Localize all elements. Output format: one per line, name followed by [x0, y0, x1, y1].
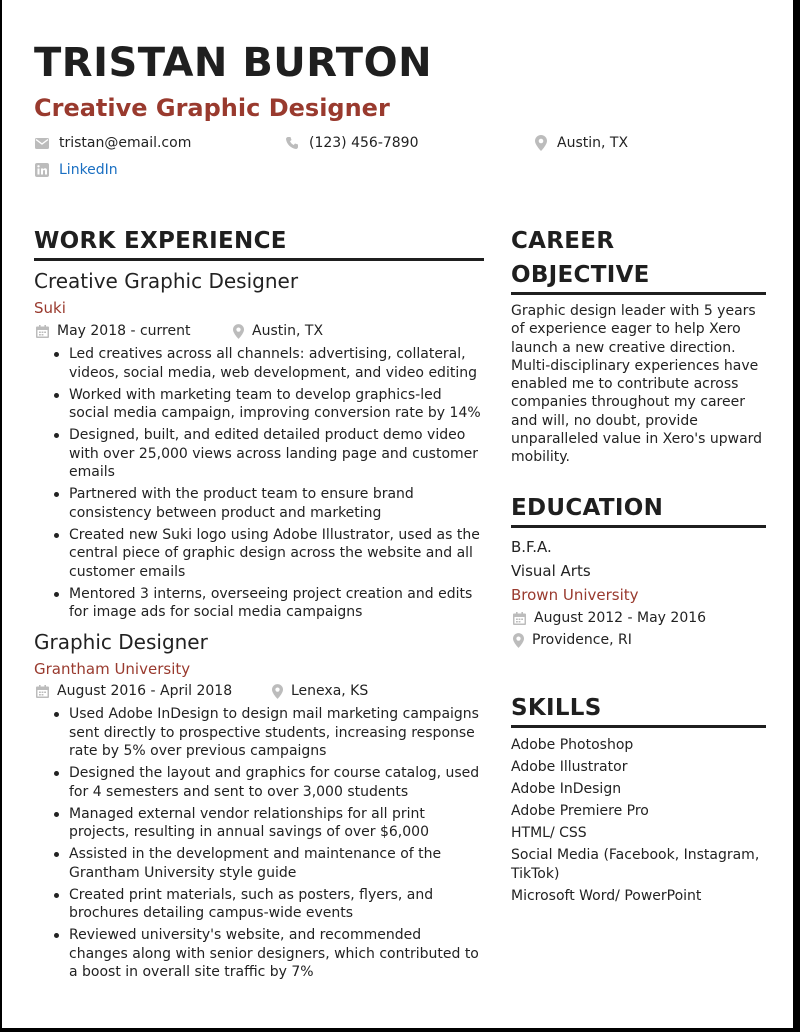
list-item: Microsoft Word/ PowerPoint — [511, 887, 702, 904]
map-pin-icon — [535, 135, 547, 151]
education-dates — [513, 608, 706, 628]
list-item: Managed external vendor relationships for all print projects, resulting in annual savings of over $6,000 — [52, 805, 484, 842]
job-2-company: Grantham University — [34, 660, 191, 678]
list-item: Used Adobe InDesign to design mail marketing campaigns sent directly to prospective students, increasing response rate by 5% over previous campaigns — [52, 705, 484, 761]
candidate-role: Creative Graphic Designer — [34, 94, 390, 122]
education-degree: B.F.A. — [511, 538, 552, 556]
job-2-dates — [36, 681, 232, 701]
career-objective-heading-line-1: CAREER — [511, 228, 615, 254]
contact-email — [35, 133, 191, 153]
list-item: Designed the layout and graphics for course catalog, used for 4 semesters and sent to over 3,000 students — [52, 764, 484, 801]
phone-icon — [285, 136, 299, 150]
job-2-location-text: Lenexa, KS — [291, 683, 369, 699]
list-item: Assisted in the development and maintenance of the Grantham University style guide — [52, 845, 484, 882]
job-1-location-text: Austin, TX — [252, 323, 324, 339]
contact-location — [535, 133, 628, 153]
list-item: Social Media (Facebook, Instagram, TikTok) — [511, 847, 760, 882]
job-2-title: Graphic Designer — [34, 630, 208, 654]
list-item: HTML/ CSS — [511, 825, 587, 842]
email-text: tristan@email.com — [59, 135, 192, 151]
list-item: Partnered with the product team to ensure brand consistency between product and marketing — [52, 485, 484, 522]
candidate-name: TRISTAN BURTON — [34, 40, 433, 86]
job-1-dates — [36, 321, 190, 341]
job-1-dates-text: May 2018 - current — [57, 323, 191, 339]
job-2-location — [272, 681, 368, 701]
work-experience-rule — [34, 258, 484, 261]
list-item: Adobe InDesign — [511, 781, 622, 798]
list-item: Reviewed university's website, and recommended changes along with senior designers, which contributed to a boost in overall site traffic by 7% — [52, 926, 484, 982]
career-objective-heading-line-2: OBJECTIVE — [511, 262, 650, 288]
calendar-icon — [513, 612, 526, 625]
education-field: Visual Arts — [511, 562, 591, 580]
job-1-title: Creative Graphic Designer — [34, 269, 299, 293]
education-school: Brown University — [511, 586, 639, 604]
map-pin-icon — [272, 684, 283, 699]
skills-heading: SKILLS — [511, 695, 602, 721]
list-item: Created new Suki logo using Adobe Illustrator, used as the central piece of graphic design across the website and all customer emails — [52, 526, 484, 582]
phone-text: (123) 456-7890 — [309, 135, 419, 151]
list-item: Created print materials, such as posters, flyers, and brochures detailing campus-wide events — [52, 886, 484, 923]
list-item: Adobe Premiere Pro — [511, 803, 649, 820]
skills-rule — [511, 725, 766, 728]
linkedin-link[interactable]: LinkedIn — [59, 162, 118, 178]
career-objective-text: Graphic design leader with 5 years of experience eager to help Xero launch a new creative direction. Multi-disciplinary experiences have enabled me to contribute across companies throughout my career and will, no doubt, provide unparalleled value in Xero's upward mobility. — [511, 303, 763, 466]
education-dates-text: August 2012 - May 2016 — [534, 610, 707, 626]
education-heading: EDUCATION — [511, 495, 664, 521]
skills-list — [511, 736, 771, 909]
contact-linkedin[interactable] — [35, 160, 118, 180]
calendar-icon — [36, 325, 49, 338]
map-pin-icon — [233, 324, 244, 339]
linkedin-icon — [35, 163, 49, 177]
job-1-company: Suki — [34, 299, 66, 317]
education-location-text: Providence, RI — [532, 632, 632, 648]
calendar-icon — [36, 685, 49, 698]
envelope-icon — [35, 138, 49, 149]
list-item: Adobe Photoshop — [511, 737, 634, 753]
contact-phone — [285, 133, 419, 153]
job-2-bullets — [52, 705, 484, 985]
education-rule — [511, 525, 766, 528]
career-objective-rule — [511, 292, 766, 295]
list-item: Worked with marketing team to develop graphics-led social media campaign, improving conversion rate by 14% — [52, 386, 484, 423]
map-pin-icon — [513, 633, 524, 648]
job-2-dates-text: August 2016 - April 2018 — [57, 683, 233, 699]
job-1-location — [233, 321, 323, 341]
list-item: Adobe Illustrator — [511, 759, 628, 776]
education-location — [513, 630, 632, 650]
list-item: Led creatives across all channels: advertising, collateral, videos, social media, web development, and video editing — [52, 345, 484, 382]
work-experience-heading: WORK EXPERIENCE — [34, 228, 287, 254]
location-text: Austin, TX — [557, 135, 629, 151]
list-item: Mentored 3 interns, overseeing project creation and edits for image ads for social media campaigns — [52, 585, 484, 622]
resume-page — [2, 0, 793, 1028]
list-item: Designed, built, and edited detailed product demo video with over 25,000 views across landing page and customer emails — [52, 426, 484, 482]
job-1-bullets — [52, 345, 484, 625]
